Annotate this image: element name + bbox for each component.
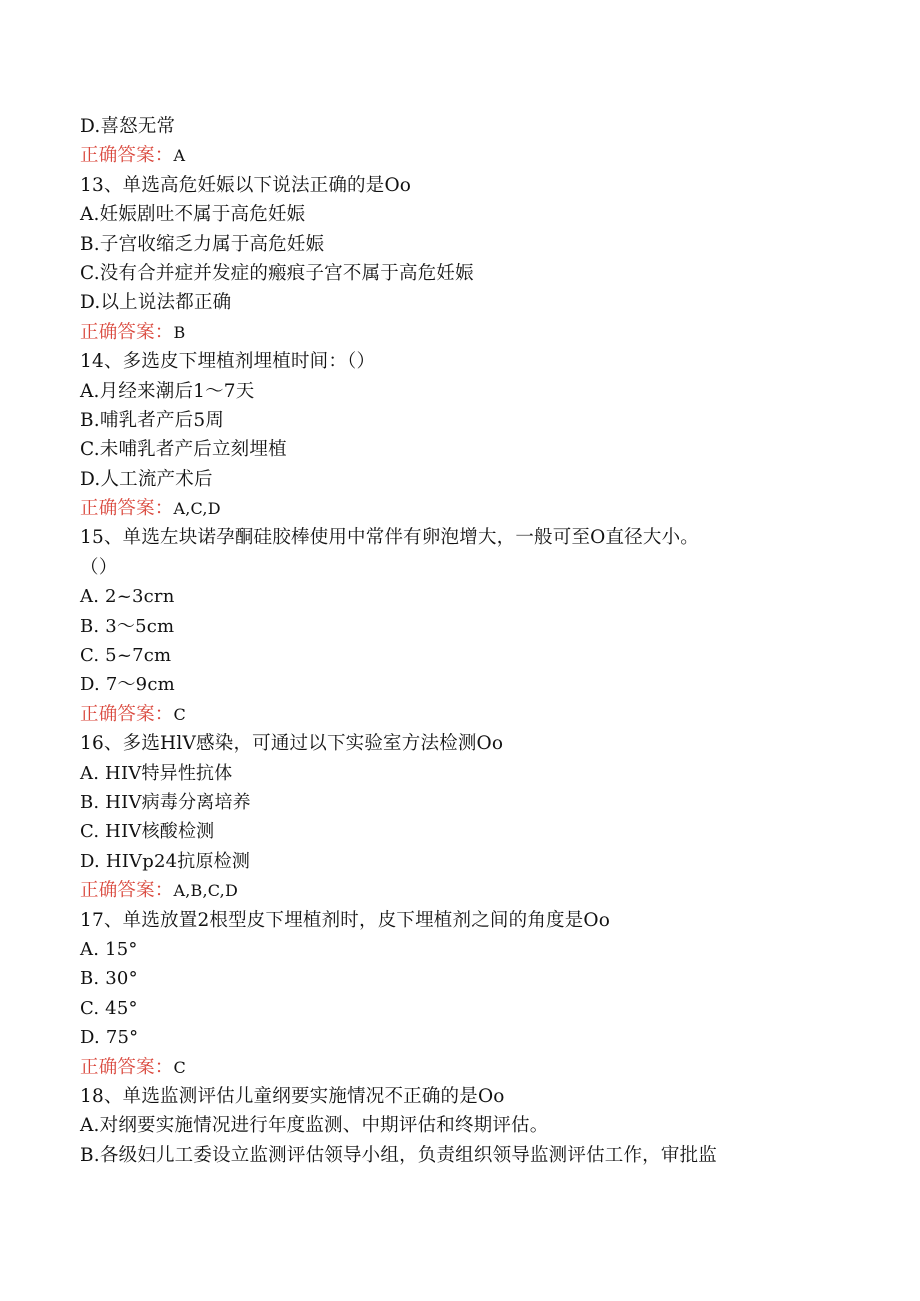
question-line: 18、单选监测评估儿童纲要实施情况不正确的是Oo (80, 1085, 505, 1107)
answer-label: 正确答案： (80, 498, 174, 520)
option-line: A. 15° (80, 938, 138, 960)
option-line: D.人工流产术后 (80, 468, 213, 490)
answer-line (80, 141, 840, 170)
answer-line (80, 1053, 840, 1082)
answer-label: 正确答案： (80, 321, 174, 343)
option-line: B. HIV病毒分离培养 (80, 791, 251, 813)
option-line: D. HIVp24抗原检测 (80, 850, 251, 872)
option-line: B.子宫收缩乏力属于高危妊娠 (80, 233, 325, 255)
option-line: B. 30° (80, 968, 138, 990)
answer-value: A,C,D (173, 499, 221, 519)
option-line: A. 2~3crn (80, 586, 175, 608)
option-line: A.月经来潮后1～7天 (80, 380, 255, 402)
answer-line (80, 318, 840, 347)
option-line: A.妊娠剧吐不属于高危妊娠 (80, 204, 306, 226)
exam-page (80, 112, 840, 1170)
question-line: 17、单选放置2根型皮下埋植剂时，皮下埋植剂之间的角度是Oo (80, 909, 611, 931)
question-line: 14、多选皮下埋植剂埋植时间：（） (80, 351, 376, 373)
option-line: A. HIV特异性抗体 (80, 762, 233, 784)
option-line: C.没有合并症并发症的瘢痕子宫不属于高危妊娠 (80, 262, 474, 284)
answer-value: C (173, 1057, 186, 1077)
question-continuation: （） (80, 556, 118, 578)
option-line: C.未哺乳者产后立刻埋植 (80, 439, 287, 461)
option-line: C. 5~7cm (80, 645, 172, 667)
question-line: 15、单选左块诺孕酮硅胶棒使用中常伴有卵泡增大，一般可至O直径大小。 (80, 527, 700, 549)
answer-label: 正确答案： (80, 703, 174, 725)
option-line: B. 3～5cm (80, 615, 175, 637)
answer-label: 正确答案： (80, 145, 174, 167)
question-line: 13、单选高危妊娠以下说法正确的是Oo (80, 174, 412, 196)
option-line: A.对纲要实施情况进行年度监测、中期评估和终期评估。 (80, 1115, 549, 1137)
answer-value: C (173, 704, 186, 724)
option-line: D.喜怒无常 (80, 116, 176, 137)
answer-line (80, 494, 840, 523)
option-line: C. 45° (80, 997, 138, 1019)
option-line: B.各级妇儿工委设立监测评估领导小组，负责组织领导监测评估工作，审批监 (80, 1144, 717, 1166)
option-line: D. 7～9cm (80, 674, 175, 696)
option-line: D. 75° (80, 1027, 139, 1049)
option-line: B.哺乳者产后5周 (80, 409, 225, 431)
question-line: 16、多选HlV感染，可通过以下实验室方法检测Oo (80, 733, 504, 755)
option-line: C. HIV核酸检测 (80, 821, 215, 843)
answer-value: A (173, 146, 186, 166)
answer-value: A,B,C,D (173, 881, 238, 901)
answer-line (80, 700, 840, 729)
answer-label: 正确答案： (80, 880, 174, 902)
answer-line (80, 876, 840, 905)
answer-label: 正确答案： (80, 1056, 174, 1078)
option-line: D.以上说法都正确 (80, 292, 232, 314)
answer-value: B (173, 322, 186, 342)
